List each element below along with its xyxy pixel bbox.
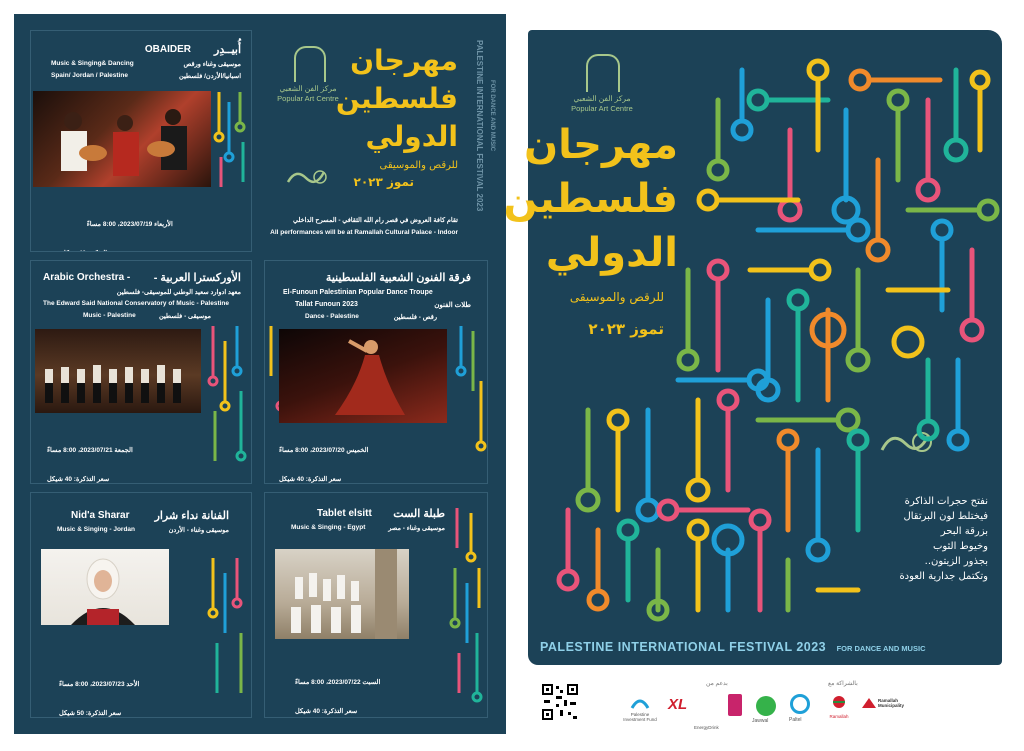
poem-line: وتكتمل جدارية العودة <box>899 571 988 582</box>
performers-illustration <box>33 91 211 187</box>
performance-photo <box>35 329 201 413</box>
partner-name: Ramallah <box>829 714 849 719</box>
keys-decoration <box>205 553 251 703</box>
performance-schedule <box>47 427 141 484</box>
price-ar: سعر التذكرة: 40 شيكل <box>279 475 342 483</box>
festival-emblem-icon <box>284 166 328 188</box>
performance-genre-en: Music & Singing - Jordan <box>57 526 136 533</box>
keys-decoration <box>213 87 251 197</box>
performance-genre-ar: موسيقى وغناء - مصر <box>388 525 445 532</box>
festival-title-line1: مهرجان <box>523 122 678 168</box>
venue-ar: تقام كافة العروض في قصر رام الله الثقافي - المسرح الداخلي <box>292 217 458 224</box>
sponsor-xl-logo <box>668 696 687 714</box>
performance-name-en: Arabic Orchestra - <box>43 272 131 283</box>
performance-show-ar: طلات الفنون <box>434 302 471 309</box>
programme-header <box>266 30 495 252</box>
organizer-name-ar: مركز الفن الشعبي <box>573 94 631 103</box>
vertical-festival-sub: FOR DANCE AND MUSIC <box>489 80 495 152</box>
performance-card-arabic-orchestra <box>30 260 252 484</box>
date-ar: الجمعة 2023/07/21، 8:00 مساءً <box>47 447 133 454</box>
performance-card-el-funoun <box>264 260 488 484</box>
venue-en: All performances will be at Ramallah Cultural Palace - Indoor <box>270 229 458 236</box>
partner-ramallah-logo <box>824 694 854 728</box>
price-ar: سعر التذكرة: 50 شيكل <box>59 709 122 717</box>
performance-name-ar: فرقة الفنون الشعبية الفلسطينية <box>325 272 471 284</box>
partners-label: بالشراكة مع <box>828 681 858 687</box>
price-ar: سعر التذكرة: 40 شيكل <box>295 707 358 715</box>
performance-schedule <box>295 659 399 718</box>
partner-name: Ramallah Municipality <box>878 698 905 708</box>
performance-photo <box>275 549 409 639</box>
performance-card-obaider <box>30 30 252 252</box>
performance-genre-en: Music & Singing - Egypt <box>291 524 366 531</box>
performance-card-tablet-elsitt <box>264 492 488 718</box>
performance-photo <box>41 549 169 625</box>
sponsor-paltel-logo <box>789 694 810 723</box>
performance-card-nida-sharar <box>30 492 252 718</box>
performance-genre-en: Music - Palestine <box>83 312 136 319</box>
banner <box>540 638 994 656</box>
supported-by-label: بدعم من <box>706 681 728 687</box>
performance-name-ar: أُبيــدِر <box>214 44 241 56</box>
organizer-name-en: Popular Art Centre <box>277 94 339 103</box>
performance-name-en: Nid'a Sharar <box>71 510 130 521</box>
partner-ramallah-municipality-logo <box>860 694 916 728</box>
performance-genre-en: Music & Singing& Dancing <box>51 60 134 67</box>
performance-genre-ar: موسيقى - فلسطين <box>158 313 211 320</box>
sponsor-palestine-investment-fund-logo <box>620 694 660 728</box>
performance-photo <box>279 329 447 423</box>
performance-genre-ar: موسيقى وغناء - الأردن <box>168 527 229 534</box>
performance-genre-ar: رقص - فلسطين <box>393 314 437 321</box>
sponsor-name: Jawwal <box>752 718 769 724</box>
price-ar <box>61 249 173 253</box>
performance-name-ar: الفنانة نداء شرار <box>154 510 229 522</box>
keys-artwork <box>503 30 1002 630</box>
festival-title-line2: فلسطين <box>503 176 678 222</box>
festival-title-line1: مهرجان <box>350 44 458 77</box>
performance-schedule <box>61 201 173 252</box>
sponsor-logos <box>620 694 820 728</box>
performance-photo <box>33 91 211 187</box>
footer <box>528 672 1002 742</box>
performance-origin-ar: اسبانيا/الأردن/ فلسطين <box>179 73 241 80</box>
date-ar: السبت 2023/07/22، 8:00 مساءً <box>295 679 381 686</box>
festival-subtitle: للرقص والموسيقى <box>379 160 458 171</box>
programme-panel <box>14 14 506 734</box>
poem-line: بزرقة البحر <box>940 526 988 537</box>
poem-line: بجذور الزيتون.. <box>924 556 988 567</box>
festival-date: تموز ٢٠٢٣ <box>353 175 414 189</box>
performance-show-en: Tallat Funoun 2023 <box>295 301 358 308</box>
date-ar: الأحد 2023/07/23، 8:00 مساءً <box>59 681 140 688</box>
popular-art-centre-logo-icon <box>294 46 326 82</box>
banner-sub: FOR DANCE AND MUSIC <box>836 644 926 653</box>
sponsor-name: XL <box>668 696 688 713</box>
poem-line: فيختلط لون البرتقال <box>903 511 988 522</box>
festival-title-line3: الدولي <box>545 230 678 276</box>
sponsor-name: Palestine Investment Fund <box>623 712 657 722</box>
performance-origin-en: Spain/ Jordan / Palestine <box>51 72 128 79</box>
performance-org-en: The Edward Said National Conservatory of Music - Palestine <box>43 300 230 307</box>
poem-line: وخيوط الثوب <box>932 541 988 552</box>
qr-code-icon <box>540 682 580 722</box>
festival-title-line3: الدولي <box>365 120 458 153</box>
performance-name-ar: طبلة الست <box>393 508 445 520</box>
performance-schedule <box>59 661 159 718</box>
performance-name-en: OBAIDER <box>144 44 191 55</box>
price-ar: سعر التذكرة: 40 شيكل <box>47 475 110 483</box>
sponsor-name: Paltel <box>789 717 802 723</box>
organizer-name-ar: مركز الفن الشعبي <box>279 84 337 93</box>
festival-subtitle: للرقص والموسيقى <box>569 290 664 304</box>
keys-decoration <box>205 321 251 471</box>
sponsor-energy-logo <box>694 716 719 734</box>
performance-name-en: Tablet elsitt <box>317 508 372 519</box>
performance-schedule <box>279 427 383 484</box>
poster-panel <box>503 30 1002 665</box>
festival-date: تموز ٢٠٢٣ <box>588 320 664 338</box>
performance-genre-en: Dance - Palestine <box>305 313 359 320</box>
keys-decoration <box>447 503 487 563</box>
sponsor-pink-logo <box>728 694 742 716</box>
date-ar: الخميس 2023/07/20، 8:00 مساءً <box>279 447 369 454</box>
vertical-festival-title: PALESTINE INTERNATIONAL FESTIVAL 2023 <box>475 40 484 212</box>
poem-line: نفتح حجرات الذاكرة <box>904 496 988 507</box>
keys-decoration <box>447 563 487 703</box>
festival-title-line2: فلسطين <box>335 82 458 115</box>
sponsor-jawwal-logo <box>752 696 776 724</box>
performance-name-ar: الأوركسترا العربية - <box>153 272 241 284</box>
date-ar: الأربعاء 2023/07/19، 8:00 مساءً <box>86 221 173 228</box>
sponsor-name: EnergyDrink <box>694 725 719 730</box>
keys-decoration <box>453 321 487 471</box>
performance-org-ar: معهد ادوارد سعيد الوطني للموسيقى- فلسطين <box>116 289 241 296</box>
performance-genre-ar: موسيقى وغناء ورقص <box>183 61 241 68</box>
organizer-name-en: Popular Art Centre <box>571 104 633 113</box>
banner-title: PALESTINE INTERNATIONAL FESTIVAL 2023 <box>540 640 827 654</box>
performance-name-en: El-Funoun Palestinian Popular Dance Troupe <box>283 289 433 296</box>
